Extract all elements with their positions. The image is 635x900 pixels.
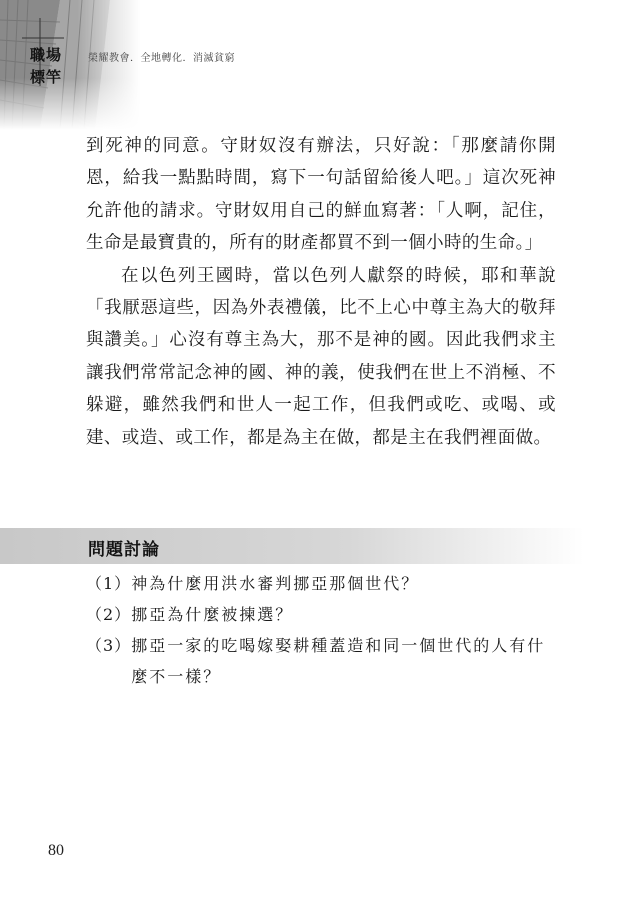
page-number: 80 [48, 842, 64, 859]
section-title: 問題討論 [88, 540, 160, 560]
body-text [86, 130, 556, 454]
paragraph: 到死神的同意。守財奴沒有辦法，只好說：「那麼請你開恩，給我一點點時間，寫下一句話留給後人吧。」這次死神允許他的請求。守財奴用自己的鮮血寫著：「人啊，記住，生命是最寶貴的，所有的財產都買不到一個小時的生命。」 [86, 136, 556, 254]
question-number: （1） [86, 574, 132, 593]
header-label: 職場 [30, 46, 63, 64]
question-text: 挪亞一家的吃喝嫁娶耕種蓋造和同一個世代的人有什麼不一樣？ [131, 636, 546, 686]
question-number: （2） [86, 605, 132, 624]
question-item [86, 630, 556, 692]
question-item [86, 599, 556, 630]
paragraph: 在以色列王國時，當以色列人獻祭的時候，耶和華說「我厭惡這些，因為外表禮儀，比不上心中尊主為大的敬拜與讚美。」心沒有尊主為大，那不是神的國。因此我們求主讓我們常常記念神的國、神的義，使我們在世上不消極、不躲避，雖然我們和世人一起工作，但我們或吃、或喝、或建、或造、或工作，都是為主在做，都是主在我們裡面做。 [86, 265, 556, 448]
question-text: 挪亞為什麼被揀選？ [131, 605, 294, 624]
question-number: （3） [86, 636, 132, 655]
building-photo-icon [0, 0, 140, 130]
header-label: 標竿 [30, 68, 63, 86]
question-text: 神為什麼用洪水審判挪亞那個世代？ [131, 574, 420, 593]
header-subtitle: 榮耀教會．全地轉化．消滅貧窮 [88, 53, 235, 64]
question-item [86, 568, 556, 599]
section-header-bar [0, 528, 635, 564]
page-header [0, 0, 635, 130]
question-list [86, 568, 556, 692]
